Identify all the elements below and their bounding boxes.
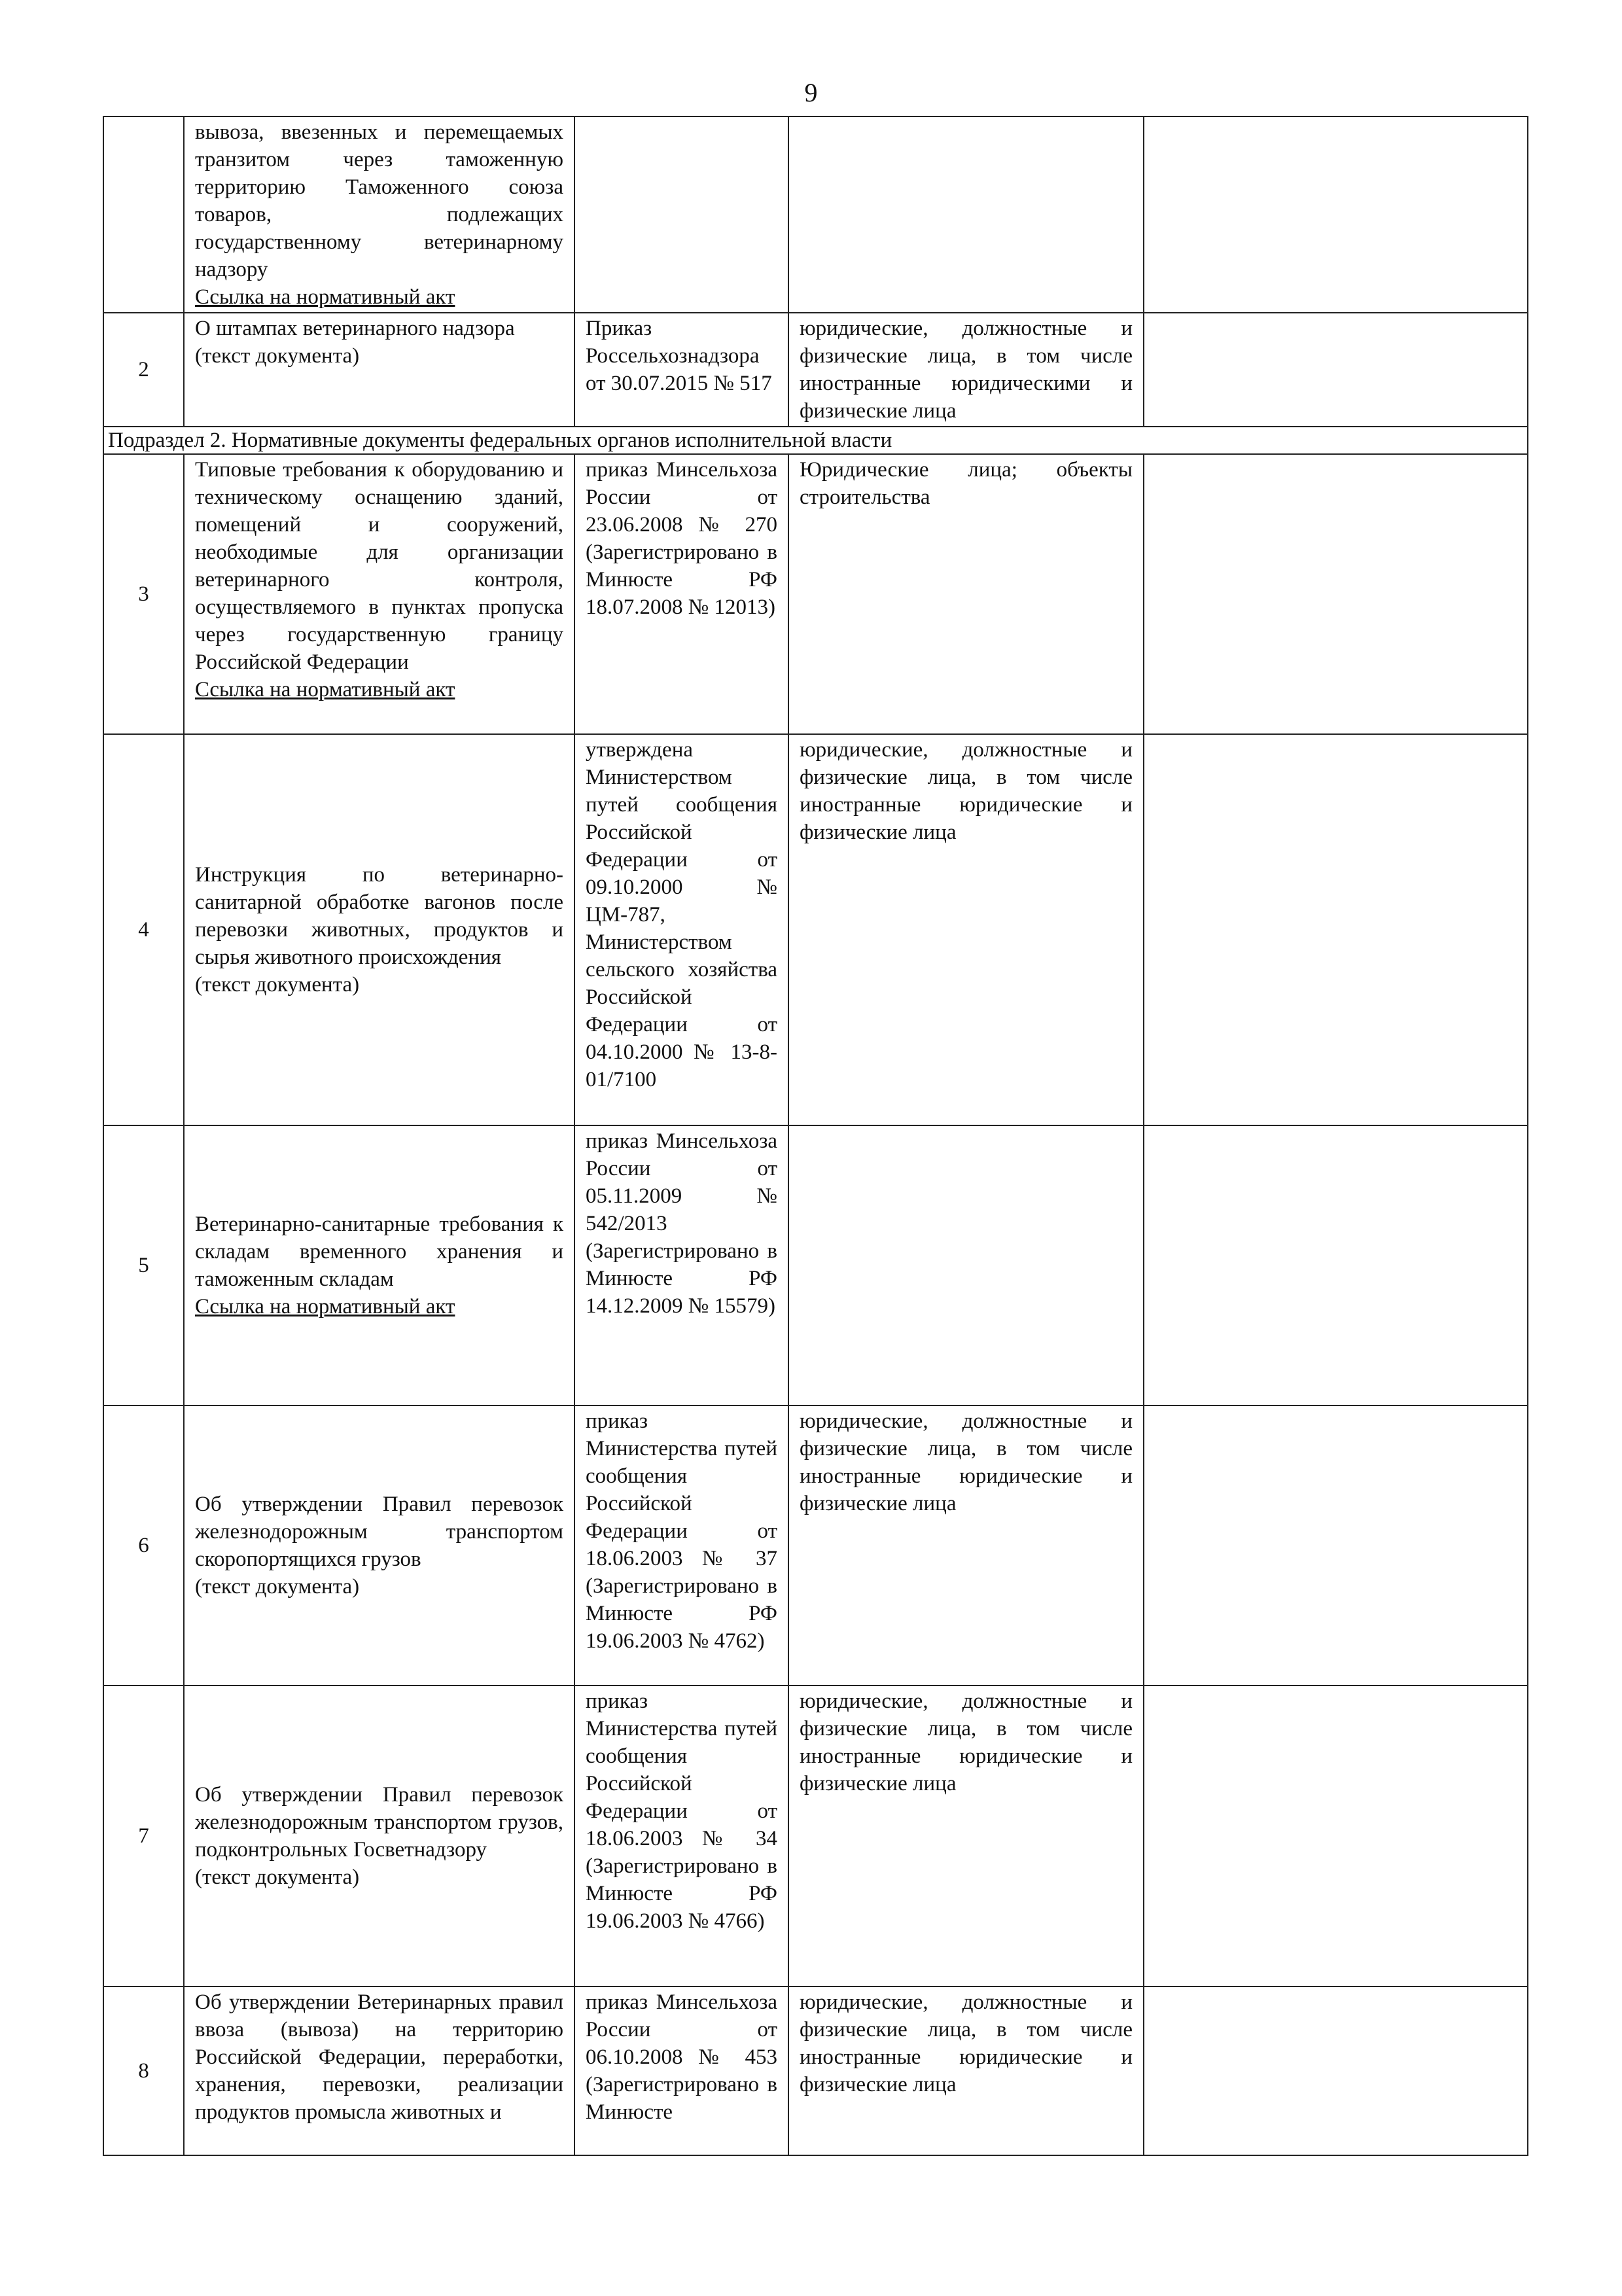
extra-cell xyxy=(1144,1987,1528,2155)
act-cell: утверждена Министерством путей сообщения Российской Федерации от 09.10.2000 № ЦМ-787, Министерством сельского хозяйства Российской Федерации от 04.10.2000 № 13-8-01/7100 xyxy=(574,734,788,1125)
document-name: Об утверждении Правил перевозок железнодорожным транспортом скоропортящихся грузов xyxy=(195,1492,563,1571)
act-cell xyxy=(574,116,788,313)
document-name-cell xyxy=(184,454,574,734)
document-name: Об утверждении Ветеринарных правил ввоза (вывоза) на территорию Российской Федерации, переработки, хранения, перевозки, реализации продуктов промысла животных и xyxy=(195,1990,563,2124)
document-text-note[interactable]: (текст документа) xyxy=(195,973,360,997)
extra-cell xyxy=(1144,1686,1528,1987)
table-row xyxy=(103,454,1528,734)
table-row xyxy=(103,1987,1528,2155)
subjects-cell: юридические, должностные и физические лица, в том числе иностранные юридические и физические лица xyxy=(788,734,1144,1125)
row-number xyxy=(103,116,184,313)
document-name-cell xyxy=(184,734,574,1125)
document-name: Инструкция по ветеринарно-санитарной обработке вагонов после перевозки животных, продуктов и сырья животного происхождения xyxy=(195,863,563,969)
subjects-cell: юридические, должностные и физические лица, в том числе иностранные юридическими и физические лица xyxy=(788,313,1144,427)
table-row xyxy=(103,1125,1528,1405)
document-link[interactable]: Ссылка на нормативный акт xyxy=(195,1295,455,1318)
extra-cell xyxy=(1144,313,1528,427)
subjects-cell xyxy=(788,116,1144,313)
document-text-note[interactable]: (текст документа) xyxy=(195,1865,360,1889)
document-name-cell xyxy=(184,1686,574,1987)
page-number: 9 xyxy=(804,78,818,107)
document-name-cell xyxy=(184,1125,574,1405)
act-cell: приказ Минсельхоза России от 23.06.2008 № 270 (Зарегистрировано в Минюсте РФ 18.07.2008 № 12013) xyxy=(574,454,788,734)
document-name-cell xyxy=(184,1987,574,2155)
subjects-cell: юридические, должностные и физические лица, в том числе иностранные юридические и физические лица xyxy=(788,1405,1144,1686)
act-cell: приказ Министерства путей сообщения Российской Федерации от 18.06.2003 № 34 (Зарегистрировано в Минюсте РФ 19.06.2003 № 4766) xyxy=(574,1686,788,1987)
document-name: вывоза, ввезенных и перемещаемых транзитом через таможенную территорию Таможенного союза товаров, подлежащих государственному ветеринарному надзору xyxy=(195,120,563,281)
row-number: 3 xyxy=(103,454,184,734)
subjects-cell xyxy=(788,1125,1144,1405)
row-number: 2 xyxy=(103,313,184,427)
act-cell: Приказ Россельхознадзора от 30.07.2015 № 517 xyxy=(574,313,788,427)
act-cell: приказ Минсельхоза России от 06.10.2008 № 453 (Зарегистрировано в Минюсте xyxy=(574,1987,788,2155)
table-row xyxy=(103,313,1528,427)
document-name: Об утверждении Правил перевозок железнодорожным транспортом грузов, подконтрольных Госветнадзору xyxy=(195,1783,563,1862)
table-row xyxy=(103,1686,1528,1987)
subsection-row xyxy=(103,427,1528,454)
row-number: 7 xyxy=(103,1686,184,1987)
document-link[interactable]: Ссылка на нормативный акт xyxy=(195,678,455,701)
document-link[interactable]: Ссылка на нормативный акт xyxy=(195,285,455,309)
document-text-note[interactable]: (текст документа) xyxy=(195,344,360,368)
row-number: 5 xyxy=(103,1125,184,1405)
table-row xyxy=(103,116,1528,313)
document-name: Ветеринарно-санитарные требования к складам временного хранения и таможенным складам xyxy=(195,1212,563,1291)
subsection-title: Подраздел 2. Нормативные документы федеральных органов исполнительной власти xyxy=(103,427,1528,454)
regulations-table xyxy=(103,116,1528,2156)
extra-cell xyxy=(1144,1125,1528,1405)
row-number: 8 xyxy=(103,1987,184,2155)
table-row xyxy=(103,734,1528,1125)
row-number: 6 xyxy=(103,1405,184,1686)
document-name-cell xyxy=(184,1405,574,1686)
table-row xyxy=(103,1405,1528,1686)
subjects-cell: юридические, должностные и физические лица, в том числе иностранные юридические и физические лица xyxy=(788,1686,1144,1987)
extra-cell xyxy=(1144,116,1528,313)
document-name: Типовые требования к оборудованию и техническому оснащению зданий, помещений и сооружений, необходимые для организации ветеринарного контроля, осуществляемого в пунктах пропуска через государственную границу Российской Федерации xyxy=(195,458,563,674)
act-cell: приказ Минсельхоза России от 05.11.2009 № 542/2013 (Зарегистрировано в Минюсте РФ 14.12.2009 № 15579) xyxy=(574,1125,788,1405)
extra-cell xyxy=(1144,454,1528,734)
subjects-cell: Юридические лица; объекты строительства xyxy=(788,454,1144,734)
row-number: 4 xyxy=(103,734,184,1125)
document-name-cell xyxy=(184,116,574,313)
act-cell: приказ Министерства путей сообщения Российской Федерации от 18.06.2003 № 37 (Зарегистрировано в Минюсте РФ 19.06.2003 № 4762) xyxy=(574,1405,788,1686)
document-text-note[interactable]: (текст документа) xyxy=(195,1575,360,1598)
extra-cell xyxy=(1144,734,1528,1125)
document-name-cell xyxy=(184,313,574,427)
extra-cell xyxy=(1144,1405,1528,1686)
subjects-cell: юридические, должностные и физические лица, в том числе иностранные юридические и физические лица xyxy=(788,1987,1144,2155)
document-name: О штампах ветеринарного надзора xyxy=(195,317,515,340)
